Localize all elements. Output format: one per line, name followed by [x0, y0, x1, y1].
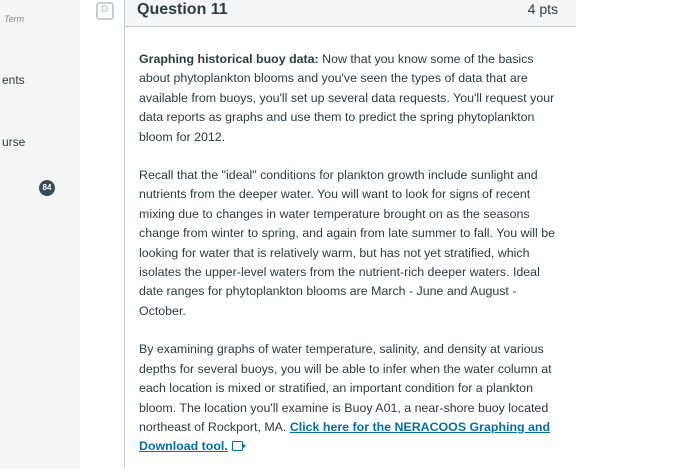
question-paragraph-2: Recall that the "ideal" conditions for plankton growth include sunlight and nutrients from the deeper water. You will want to look for signs of recent mixing due to changes in water temperature brought on as the seasons change from winter to spring, and again from late summer to fall. You will be looking for water that is relatively warm, but has not yet stratified, which isolates the upper-level waters from the nutrient-rich deeper waters. Ideal date ranges for phytoplankton blooms are March - June and August - October.: [139, 168, 555, 318]
question-title: Question 11: [137, 1, 228, 18]
question-intro: [139, 50, 557, 147]
course-sidebar: [0, 0, 80, 469]
term-label: Term: [4, 14, 25, 24]
notification-badge: 84: [39, 180, 55, 196]
external-link-icon: [232, 441, 243, 451]
sidebar-item-course[interactable]: urse: [2, 135, 26, 149]
intro-heading: Graphing historical buoy data:: [139, 52, 319, 66]
neracoos-tool-link[interactable]: Click here for the NERACOOS Graphing and Download tool.: [139, 419, 551, 454]
question-panel: [124, 0, 700, 469]
question-body: [139, 50, 557, 476]
question-points: 4 pts: [527, 1, 558, 17]
intro-text: Now that you know some of the basics about phytoplankton blooms and you've seen the types of data that are available from buoys, you'll set up several data requests. You'll request your data reports as graphs and use them to predict the spring phytoplankton bloom for 2012.: [139, 52, 555, 144]
question-paragraph-3: [139, 340, 557, 456]
question-header: [125, 0, 576, 27]
paragraph-3-text: By examining graphs of water temperature, salinity, and density at various depths for several buoys, you will be able to infer when the water column at each location is mixed or stratified, an important condition for a plankton bloom. The location you'll examine is Buoy A01, a near-shore buoy located northeast of Rockport, MA.: [139, 342, 552, 434]
flag-question-icon[interactable]: D: [96, 2, 114, 20]
sidebar-item-assignments[interactable]: ents: [2, 73, 25, 87]
